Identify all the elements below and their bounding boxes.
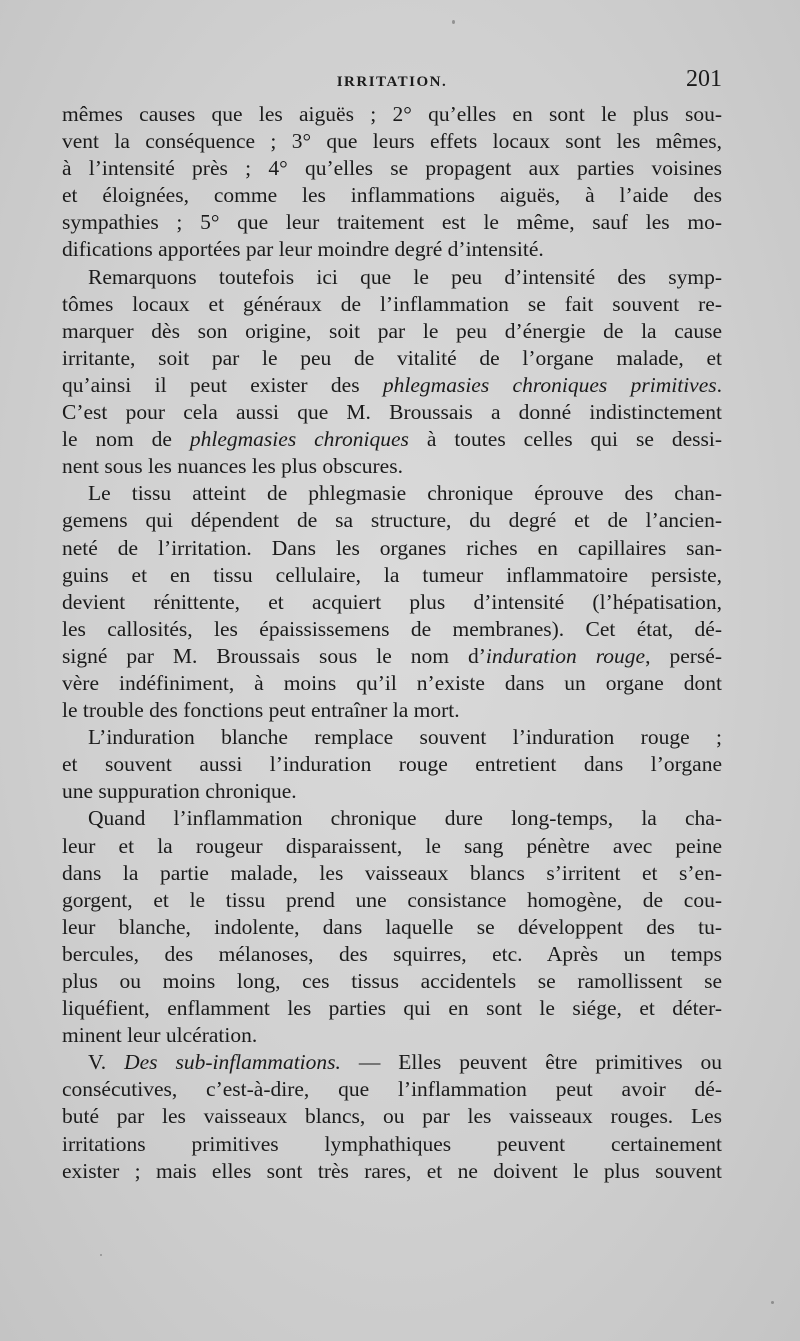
text-segment: irritante, soit par le peu de vitalité de l’organe malade, et (62, 345, 722, 370)
text-segment: devient rénittente, et acquiert plus d’intensité (l’hépatisation, (62, 589, 722, 614)
text-segment: vent la conséquence ; 3° que leurs effets locaux sont les mêmes, (62, 129, 722, 154)
text-segment: V. (88, 1050, 125, 1075)
text-segment: C’est pour cela aussi que M. Broussais a donné indistinctement (62, 400, 722, 425)
body-text (62, 101, 722, 1185)
text-segment: bercules, des mélanoses, des squirres, etc. Après un temps (62, 941, 722, 966)
text-line (62, 805, 722, 832)
page-header (62, 66, 722, 102)
text-line (62, 914, 722, 941)
text-line (62, 372, 722, 399)
text-line (62, 697, 722, 724)
text-segment: marquer dès son origine, soit par le peu d’énergie de la cause (62, 318, 722, 343)
text-line (62, 345, 722, 372)
text-segment: guins et en tissu cellulaire, la tumeur inflammatoire persiste, (62, 562, 722, 587)
text-line (62, 155, 722, 182)
text-line (62, 724, 722, 751)
text-segment: à toutes celles qui se dessi- (408, 427, 722, 452)
running-title: IRRITATION. (336, 74, 448, 90)
text-line (62, 535, 722, 562)
paper-speck (452, 20, 455, 24)
text-segment: les callosités, les épaississemens de membranes). Cet état, dé- (62, 616, 722, 641)
text-line (62, 887, 722, 914)
text-line (62, 941, 722, 968)
text-line (62, 264, 722, 291)
text-line (62, 128, 722, 155)
text-line (62, 101, 722, 128)
text-segment: nent sous les nuances les plus obscures. (62, 454, 403, 479)
text-line (62, 480, 722, 507)
text-segment: signé par M. Broussais sous le nom d’ (62, 643, 486, 668)
text-segment: dans la partie malade, les vaisseaux blancs s’irritent et s’en- (62, 860, 722, 885)
text-line (62, 616, 722, 643)
text-line (62, 751, 722, 778)
text-line (62, 453, 722, 480)
text-segment: consécutives, c’est-à-dire, que l’inflammation peut avoir dé- (62, 1077, 722, 1102)
text-line (62, 507, 722, 534)
text-segment: sympathies ; 5° que leur traitement est le même, sauf les mo- (62, 210, 722, 235)
text-line (62, 182, 722, 209)
text-segment: vère indéfiniment, à moins qu’il n’existe dans un organe dont (62, 670, 722, 695)
text-segment: plus ou moins long, ces tissus accidentels se ramollissent se (62, 969, 722, 993)
paper-speck (100, 1254, 102, 1256)
text-segment: Quand l’inflammation chronique dure long-temps, la cha- (88, 806, 722, 831)
text-segment: gorgent, et le tissu prend une consistance homogène, de cou- (62, 887, 722, 912)
text-segment: leur blanche, indolente, dans laquelle se développent des tu- (62, 914, 722, 939)
text-segment: neté de l’irritation. Dans les organes riches en capillaires san- (62, 535, 722, 560)
text-line (62, 833, 722, 860)
text-segment: une suppuration chronique. (62, 779, 297, 804)
text-segment: difications apportées par leur moindre degré d’intensité. (62, 237, 544, 262)
text-segment: irritations primitives lymphathiques peuvent certainement (62, 1131, 722, 1156)
text-line (62, 426, 722, 453)
text-segment: le nom de (62, 427, 190, 452)
paper-speck (771, 1301, 774, 1304)
text-segment: — Elles peuvent être primitives ou (340, 1050, 723, 1075)
italic-text-segment: induration rouge (485, 643, 646, 668)
text-segment: Le tissu atteint de phlegmasie chronique éprouve des chan- (88, 481, 722, 506)
text-segment: à l’intensité près ; 4° qu’elles se propagent aux parties voisines (62, 156, 722, 181)
text-line (62, 209, 722, 236)
text-segment: liquéfient, enflamment les parties qui en sont le siége, et déter- (62, 996, 722, 1021)
text-segment: le trouble des fonctions peut entraîner la mort. (62, 698, 460, 723)
italic-text-segment: Des sub-inflammations. (124, 1050, 341, 1075)
text-line (62, 562, 722, 589)
text-line (62, 399, 722, 426)
text-segment: Remarquons toutefois ici que le peu d’intensité des symp- (88, 264, 722, 289)
text-line (62, 968, 722, 995)
text-line (62, 589, 722, 616)
text-segment: L’induration blanche remplace souvent l’induration rouge ; (88, 725, 722, 750)
text-segment: tômes locaux et généraux de l’inflammation se fait souvent re- (62, 291, 722, 316)
italic-text-segment: phlegmasies chroniques primitives (382, 372, 717, 397)
text-segment: , persé- (645, 643, 723, 668)
text-line (62, 291, 722, 318)
text-segment: exister ; mais elles sont très rares, et ne doivent le plus souvent (62, 1158, 722, 1183)
text-line (62, 1022, 722, 1049)
text-line (62, 236, 722, 263)
text-segment: minent leur ulcération. (62, 1023, 258, 1048)
text-line (62, 1158, 722, 1185)
page-number: 201 (686, 66, 722, 92)
text-segment: mêmes causes que les aiguës ; 2° qu’elles en sont le plus sou- (62, 102, 722, 126)
text-line (62, 1049, 722, 1076)
text-segment: gemens qui dépendent de sa structure, du degré et de l’ancien- (62, 508, 722, 533)
text-line (62, 1103, 722, 1130)
text-line (62, 318, 722, 345)
text-segment: qu’ainsi il peut exister des (62, 372, 383, 397)
italic-text-segment: phlegmasies chroniques (189, 427, 409, 452)
text-line (62, 1076, 722, 1103)
text-segment: . (716, 372, 722, 397)
text-line (62, 995, 722, 1022)
text-line (62, 670, 722, 697)
text-line (62, 860, 722, 887)
text-segment: leur et la rougeur disparaissent, le sang pénètre avec peine (62, 833, 722, 858)
text-line (62, 1131, 722, 1158)
text-segment: buté par les vaisseaux blancs, ou par les vaisseaux rouges. Les (62, 1104, 722, 1129)
text-line (62, 643, 722, 670)
text-segment: et éloignées, comme les inflammations aiguës, à l’aide des (62, 183, 722, 208)
text-segment: et souvent aussi l’induration rouge entretient dans l’organe (62, 752, 722, 777)
text-line (62, 778, 722, 805)
